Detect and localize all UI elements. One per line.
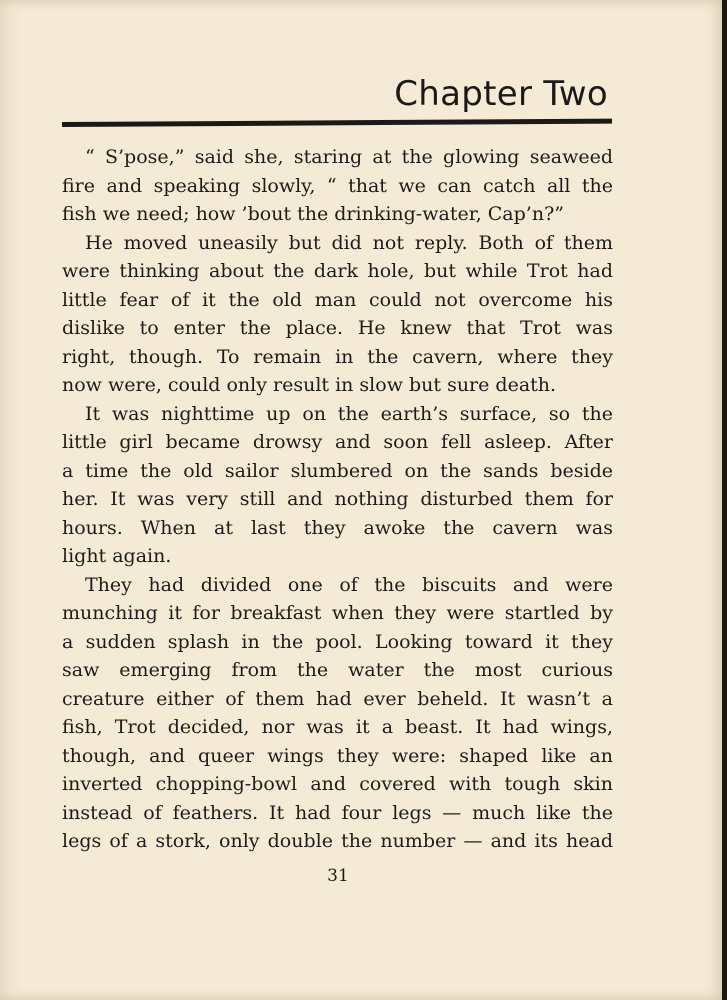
text-line: a sudden splash in the pool. Looking toward it they bbox=[62, 630, 613, 653]
text-line: inverted chopping-bowl and covered with tough skin bbox=[62, 773, 613, 795]
text-line: though, and queer wings they were: shaped like an bbox=[62, 744, 613, 767]
text-line: saw emerging from the water the most curious bbox=[62, 659, 613, 681]
chapter-title: Chapter Two bbox=[394, 74, 608, 114]
page-edge bbox=[722, 0, 727, 1000]
text-line: were thinking about the dark hole, but while Trot had bbox=[62, 260, 613, 282]
text-line: munching it for breakfast when they were startled by bbox=[62, 602, 613, 624]
text-line: right, though. To remain in the cavern, where they bbox=[62, 345, 613, 368]
text-line: creature either of them had ever beheld. It wasn’t a bbox=[62, 687, 613, 710]
text-line: He moved uneasily but did not reply. Both of them bbox=[85, 231, 613, 254]
text-line: little girl became drowsy and soon fell asleep. After bbox=[62, 431, 613, 453]
text-line: fire and speaking slowly, “ that we can catch all the bbox=[62, 174, 613, 197]
body-text bbox=[62, 143, 613, 856]
text-line: her. It was very still and nothing disturbed them for bbox=[62, 488, 613, 510]
title-rule bbox=[62, 119, 612, 127]
text-line: a time the old sailor slumbered on the sands beside bbox=[62, 459, 613, 482]
text-line: light again. bbox=[62, 545, 172, 567]
text-line: legs of a stork, only double the number — and its head bbox=[62, 830, 613, 852]
text-line: They had divided one of the biscuits and were bbox=[85, 573, 613, 596]
text-line: instead of feathers. It had four legs — much like the bbox=[62, 801, 613, 824]
text-line: dislike to enter the place. He knew that Trot was bbox=[62, 317, 613, 339]
text-line: now were, could only result in slow but sure death. bbox=[62, 374, 557, 396]
page-number: 31 bbox=[327, 866, 349, 886]
text-line: fish we need; how ’bout the drinking-water, Cap’n?” bbox=[62, 203, 564, 225]
text-line: fish, Trot decided, nor was it a beast. It had wings, bbox=[62, 716, 613, 738]
text-line: little fear of it the old man could not overcome his bbox=[62, 288, 613, 311]
text-line: “ S’pose,” said she, staring at the glowing seaweed bbox=[85, 146, 613, 168]
text-line: hours. When at last they awoke the cavern was bbox=[62, 516, 613, 539]
text-line: It was nighttime up on the earth’s surface, so the bbox=[85, 402, 613, 425]
